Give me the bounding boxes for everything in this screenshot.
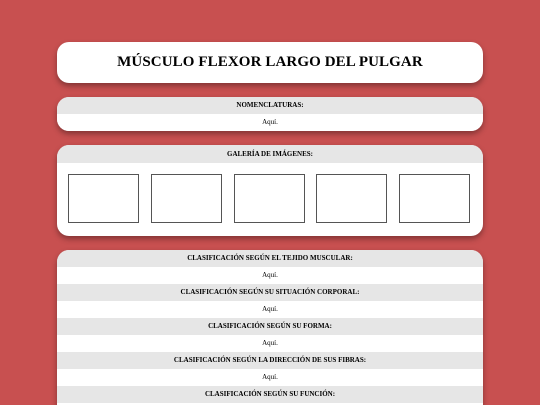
page-title: MÚSCULO FLEXOR LARGO DEL PULGAR	[117, 54, 423, 70]
clasificacion-tejido-value: Aquí.	[57, 267, 483, 284]
clasificacion-fibras-heading: CLASIFICACIÓN SEGÚN LA DIRECCIÓN DE SUS FIBRAS:	[57, 352, 483, 369]
gallery-grid	[57, 163, 483, 236]
clasificacion-tejido-heading: CLASIFICACIÓN SEGÚN EL TEJIDO MUSCULAR:	[57, 250, 483, 267]
nomenclaturas-value: Aquí.	[57, 114, 483, 131]
gallery-image-slot-3[interactable]	[234, 174, 305, 223]
nomenclaturas-card	[57, 97, 483, 131]
clasificacion-funcion-heading: CLASIFICACIÓN SEGÚN SU FUNCIÓN:	[57, 386, 483, 403]
clasificacion-fibras-value: Aquí.	[57, 369, 483, 386]
nomenclaturas-heading: NOMENCLATURAS:	[57, 97, 483, 114]
gallery-image-slot-2[interactable]	[151, 174, 222, 223]
gallery-image-slot-5[interactable]	[399, 174, 470, 223]
clasificacion-forma-heading: CLASIFICACIÓN SEGÚN SU FORMA:	[57, 318, 483, 335]
gallery-card	[57, 145, 483, 236]
clasificacion-situacion-value: Aquí.	[57, 301, 483, 318]
gallery-image-slot-4[interactable]	[316, 174, 387, 223]
gallery-heading: GALERÍA DE IMÁGENES:	[57, 145, 483, 163]
clasificaciones-card	[57, 250, 483, 405]
clasificacion-forma-value: Aquí.	[57, 335, 483, 352]
clasificacion-situacion-heading: CLASIFICACIÓN SEGÚN SU SITUACIÓN CORPORAL:	[57, 284, 483, 301]
gallery-image-slot-1[interactable]	[68, 174, 139, 223]
title-card	[57, 42, 483, 83]
